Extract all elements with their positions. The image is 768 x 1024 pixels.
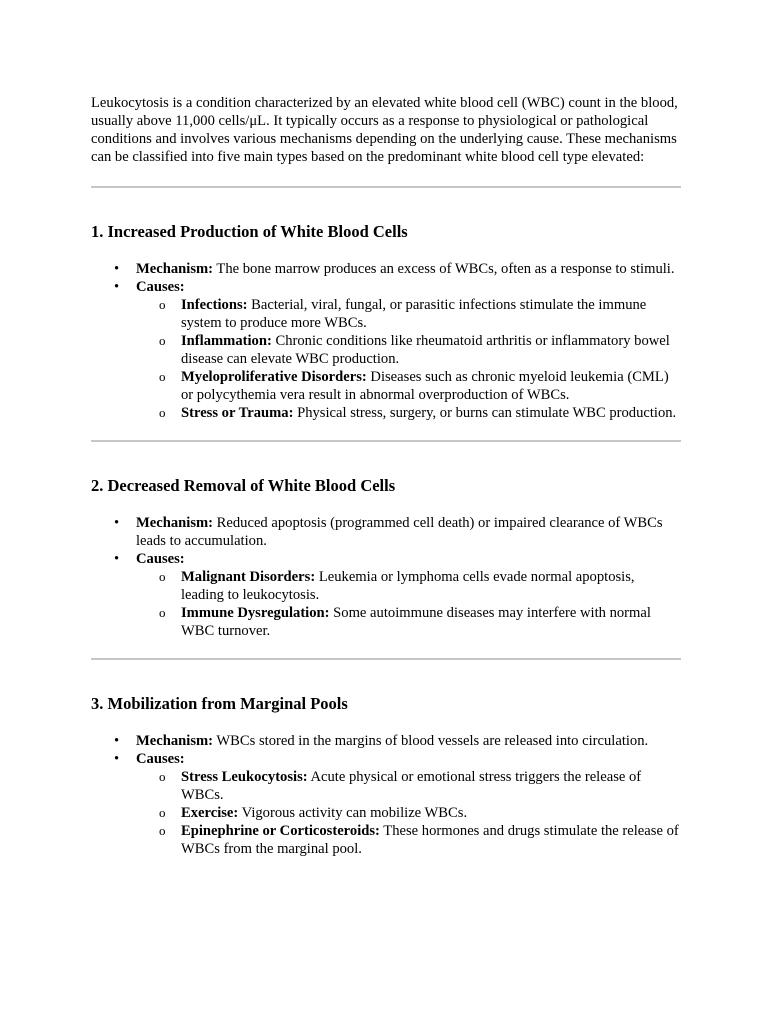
intro-paragraph: Leukocytosis is a condition characterized by an elevated white blood cell (WBC) count in the blood, usually above 11,000 cells/μL. It typically occurs as a response to physiological or pathological conditions and involves various mechanisms depending on the underlying cause. These mechanisms can be classified into five main types based on the predominant white blood cell type elevated:: [91, 95, 678, 165]
section-heading: 1. Increased Production of White Blood Cells: [91, 222, 408, 241]
cause-item: [181, 568, 681, 604]
cause-item: [181, 804, 681, 822]
mechanism-text: The bone marrow produces an excess of WBCs, often as a response to stimuli.: [216, 261, 675, 277]
cause-label: Malignant Disorders:: [181, 569, 316, 585]
cause-item: [181, 768, 681, 804]
causes-label: Causes:: [136, 551, 185, 567]
cause-label: Epinephrine or Corticosteroids:: [181, 823, 380, 839]
causes-item: [136, 550, 681, 640]
causes-list: [136, 568, 681, 640]
causes-list: [136, 296, 681, 422]
cause-item: [181, 368, 681, 404]
cause-label: Stress Leukocytosis:: [181, 769, 308, 785]
divider: [91, 440, 681, 442]
cause-label: Infections:: [181, 297, 248, 313]
section-heading: 3. Mobilization from Marginal Pools: [91, 694, 348, 713]
cause-item: [181, 296, 681, 332]
mechanism-label: Mechanism:: [136, 733, 214, 749]
cause-label: Exercise:: [181, 805, 239, 821]
cause-text: Acute physical or emotional stress triggers the release of WBCs.: [181, 769, 642, 803]
section-list: [91, 732, 681, 858]
mechanism-item: [136, 732, 681, 750]
mechanism-item: [136, 260, 681, 278]
section-list: [91, 514, 681, 640]
divider: [91, 186, 681, 188]
mechanism-item: [136, 514, 681, 550]
causes-list: [136, 768, 681, 858]
cause-label: Stress or Trauma:: [181, 405, 294, 421]
causes-label: Causes:: [136, 279, 185, 295]
causes-item: [136, 750, 681, 858]
section-heading: 2. Decreased Removal of White Blood Cells: [91, 476, 396, 495]
cause-label: Immune Dysregulation:: [181, 605, 330, 621]
divider: [91, 658, 681, 660]
cause-item: [181, 332, 681, 368]
cause-text: Physical stress, surgery, or burns can stimulate WBC production.: [297, 405, 677, 421]
mechanism-text: Reduced apoptosis (programmed cell death) or impaired clearance of WBCs leads to accumulation.: [136, 515, 663, 549]
cause-text: Bacterial, viral, fungal, or parasitic infections stimulate the immune system to produce more WBCs.: [181, 297, 647, 331]
mechanism-text: WBCs stored in the margins of blood vessels are released into circulation.: [216, 733, 649, 749]
document-page: [91, 94, 681, 858]
cause-item: [181, 404, 681, 422]
causes-label: Causes:: [136, 751, 185, 767]
cause-text: Some autoimmune diseases may interfere with normal WBC turnover.: [181, 605, 651, 639]
causes-item: [136, 278, 681, 422]
cause-item: [181, 604, 681, 640]
cause-text: Leukemia or lymphoma cells evade normal apoptosis, leading to leukocytosis.: [181, 569, 635, 603]
mechanism-label: Mechanism:: [136, 261, 214, 277]
cause-text: Diseases such as chronic myeloid leukemia (CML) or polycythemia vera result in abnormal overproduction of WBCs.: [181, 369, 669, 403]
cause-label: Inflammation:: [181, 333, 272, 349]
cause-item: [181, 822, 681, 858]
cause-text: These hormones and drugs stimulate the release of WBCs from the marginal pool.: [181, 823, 679, 857]
cause-label: Myeloproliferative Disorders:: [181, 369, 367, 385]
section-list: [91, 260, 681, 422]
cause-text: Chronic conditions like rheumatoid arthritis or inflammatory bowel disease can elevate WBC production.: [181, 333, 670, 367]
mechanism-label: Mechanism:: [136, 515, 214, 531]
cause-text: Vigorous activity can mobilize WBCs.: [241, 805, 468, 821]
